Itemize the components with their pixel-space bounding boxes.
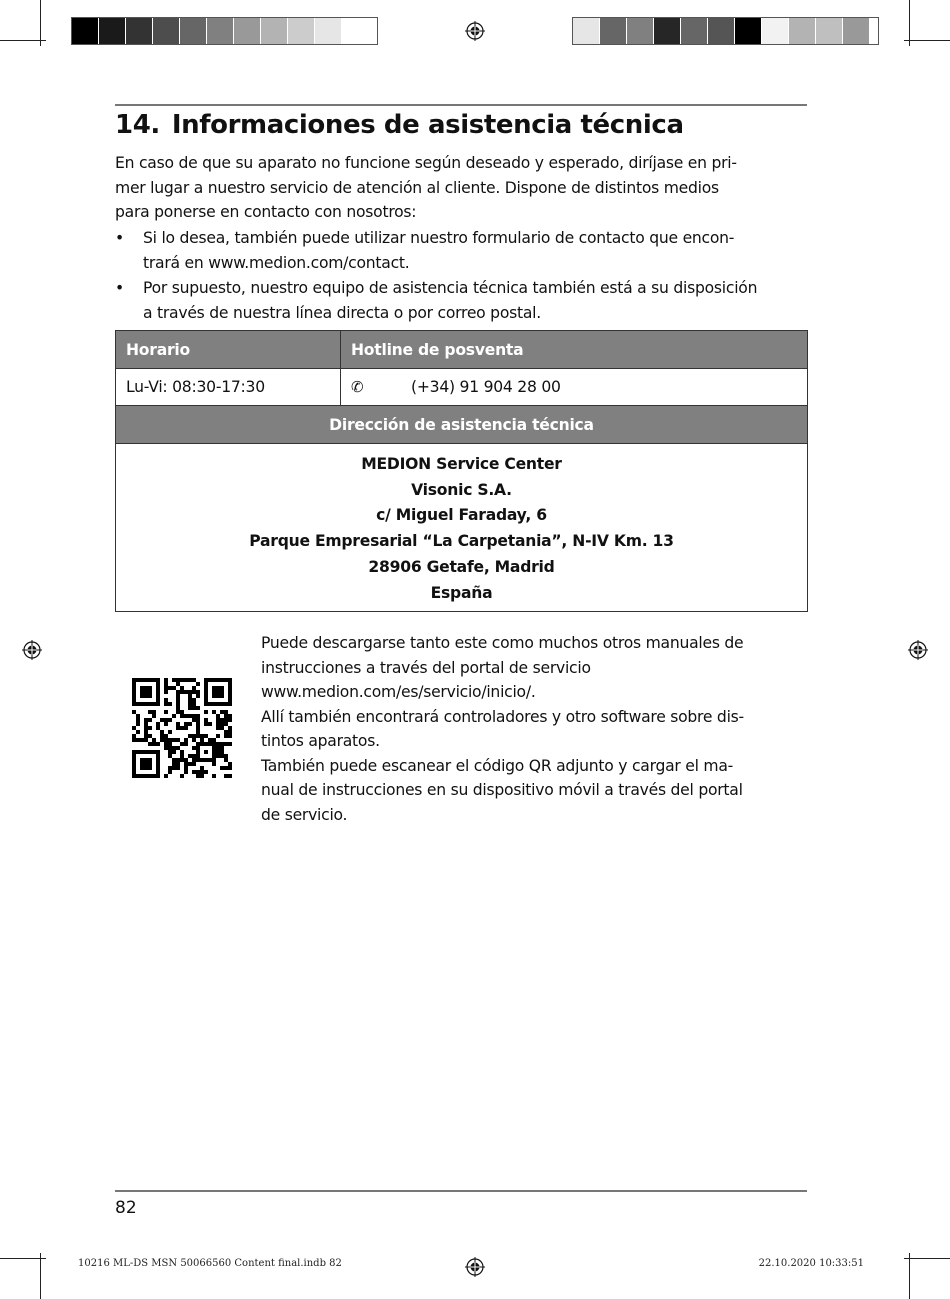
color-swatch bbox=[708, 18, 735, 44]
registration-mark-icon bbox=[465, 1257, 485, 1277]
phone-number: (+34) 91 904 28 00 bbox=[411, 378, 561, 396]
section-heading bbox=[115, 110, 684, 140]
download-info-line: nual de instrucciones en su dispositivo móvil a través del portal bbox=[261, 781, 743, 799]
color-swatch bbox=[234, 18, 261, 44]
color-swatch bbox=[126, 18, 153, 44]
color-swatch bbox=[789, 18, 816, 44]
list-item-line: a través de nuestra línea directa o por correo postal. bbox=[143, 303, 541, 322]
crop-mark bbox=[40, 1253, 41, 1299]
list-item bbox=[115, 226, 815, 275]
crop-mark bbox=[0, 40, 46, 41]
address-header-row bbox=[116, 406, 808, 444]
color-swatch bbox=[207, 18, 234, 44]
color-swatch bbox=[600, 18, 627, 44]
registration-mark-icon bbox=[465, 21, 485, 41]
column-header-hotline: Hotline de posventa bbox=[341, 331, 808, 369]
color-swatch bbox=[99, 18, 126, 44]
address-row bbox=[116, 444, 808, 612]
download-info-line: www.medion.com/es/servicio/inicio/. bbox=[261, 683, 536, 701]
address-line: c/ Miguel Faraday, 6 bbox=[376, 506, 547, 525]
color-swatch bbox=[342, 18, 369, 44]
download-info-line: Puede descargarse tanto este como muchos otros manuales de bbox=[261, 634, 744, 652]
hotline-cell bbox=[341, 369, 808, 406]
registration-mark-icon bbox=[908, 640, 928, 660]
color-swatch bbox=[153, 18, 180, 44]
intro-line: En caso de que su aparato no funcione según deseado y esperado, diríjase en pri- bbox=[115, 154, 737, 172]
slug-left: 10216 ML-DS MSN 50066560 Content final.indb 82 bbox=[78, 1258, 342, 1269]
color-swatch bbox=[735, 18, 762, 44]
download-info-paragraph bbox=[261, 631, 801, 827]
color-swatch bbox=[627, 18, 654, 44]
color-swatch bbox=[180, 18, 207, 44]
color-swatch bbox=[762, 18, 789, 44]
registration-mark-icon bbox=[22, 640, 42, 660]
bottom-rule bbox=[115, 1190, 807, 1192]
contact-options-list bbox=[115, 226, 815, 326]
download-info-line: instrucciones a través del portal de servicio bbox=[261, 658, 591, 677]
color-swatch bbox=[261, 18, 288, 44]
download-info-line: de servicio. bbox=[261, 805, 348, 824]
intro-paragraph bbox=[115, 151, 815, 225]
support-table bbox=[115, 330, 808, 612]
hours-cell: Lu-Vi: 08:30-17:30 bbox=[116, 369, 341, 406]
intro-line: mer lugar a nuestro servicio de atención al cliente. Dispone de distintos medios bbox=[115, 178, 719, 197]
list-item-line: Si lo desea, también puede utilizar nuestro formulario de contacto que encon- bbox=[143, 229, 735, 247]
address-line: España bbox=[430, 583, 493, 602]
address-cell bbox=[116, 444, 808, 612]
color-swatch bbox=[654, 18, 681, 44]
bullet-marker: • bbox=[115, 229, 124, 247]
color-swatch bbox=[315, 18, 342, 44]
address-line: Parque Empresarial “La Carpetania”, N-IV Km. 13 bbox=[249, 532, 674, 551]
qr-code-icon[interactable] bbox=[132, 678, 232, 778]
download-info-line: Allí también encontrará controladores y otro software sobre dis- bbox=[261, 707, 744, 726]
section-number: 14. bbox=[115, 110, 160, 140]
intro-line: para ponerse en contacto con nosotros: bbox=[115, 203, 417, 221]
list-item-line: Por supuesto, nuestro equipo de asistencia técnica también está a su disposición bbox=[143, 279, 758, 297]
phone-icon: ✆ bbox=[351, 378, 364, 396]
slug-right: 22.10.2020 10:33:51 bbox=[758, 1258, 864, 1269]
top-rule bbox=[115, 104, 807, 106]
download-info-line: También puede escanear el código QR adjunto y cargar el ma- bbox=[261, 756, 734, 775]
table-header-row bbox=[116, 331, 808, 369]
page-number: 82 bbox=[115, 1198, 137, 1218]
color-swatch bbox=[843, 18, 870, 44]
address-line: Visonic S.A. bbox=[411, 480, 512, 499]
address-line: 28906 Getafe, Madrid bbox=[368, 557, 555, 576]
section-title: Informaciones de asistencia técnica bbox=[171, 110, 684, 140]
color-swatch bbox=[573, 18, 600, 44]
bullet-marker: • bbox=[115, 279, 124, 297]
color-swatch bbox=[288, 18, 315, 44]
crop-mark bbox=[909, 1253, 910, 1299]
list-item-line: trará en www.medion.com/contact. bbox=[143, 253, 410, 272]
download-info-line: tintos aparatos. bbox=[261, 732, 380, 750]
color-swatch bbox=[72, 18, 99, 44]
color-swatch bbox=[681, 18, 708, 44]
address-line: MEDION Service Center bbox=[361, 455, 562, 473]
column-header-hours: Horario bbox=[116, 331, 341, 369]
color-bar-left bbox=[71, 17, 378, 45]
crop-mark bbox=[904, 40, 950, 41]
list-item bbox=[115, 276, 815, 325]
address-header: Dirección de asistencia técnica bbox=[116, 406, 808, 444]
crop-mark bbox=[0, 1258, 46, 1259]
table-row bbox=[116, 369, 808, 406]
color-swatch bbox=[816, 18, 843, 44]
crop-mark bbox=[904, 1258, 950, 1259]
color-bar-right bbox=[572, 17, 879, 45]
